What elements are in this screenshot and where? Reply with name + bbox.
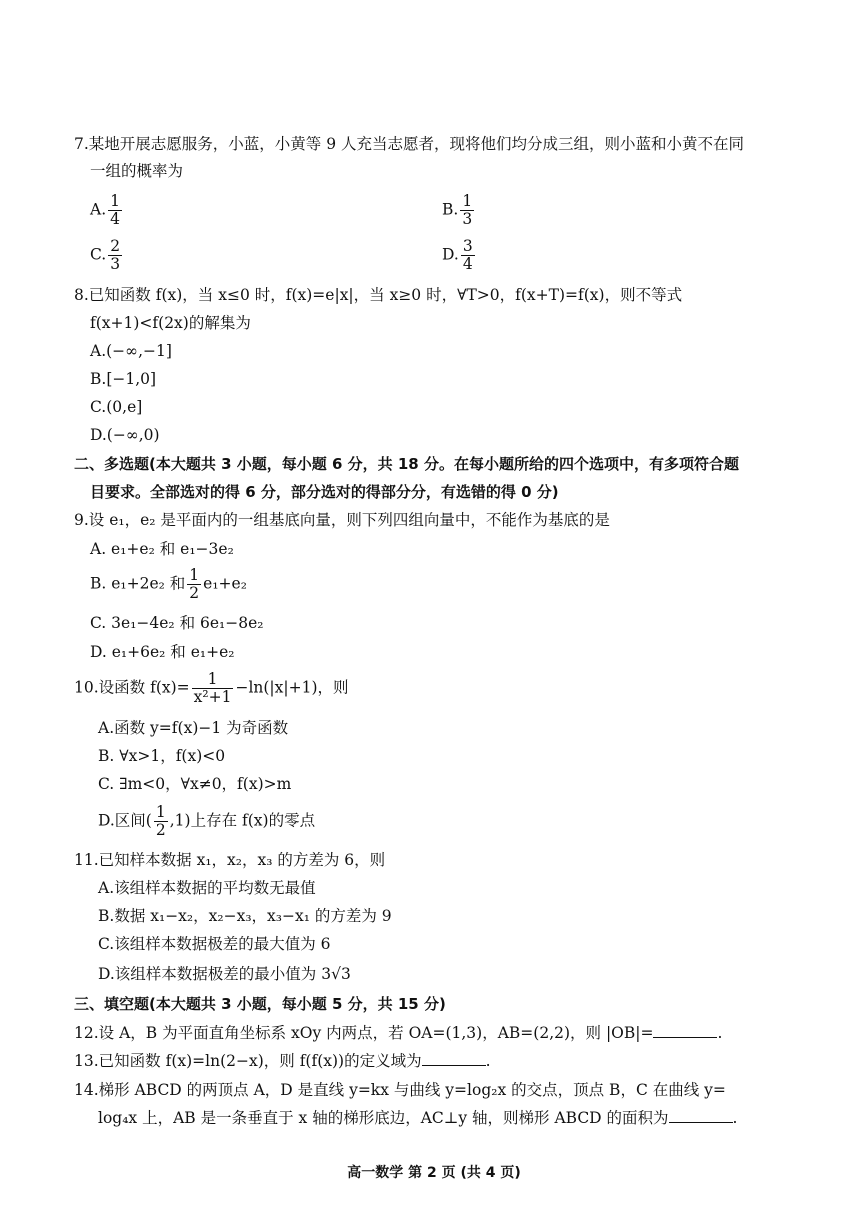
q11-option-b: B.数据 x₁−x₂，x₂−x₃，x₃−x₁ 的方差为 9 [98, 907, 392, 925]
q12-answer-blank[interactable] [653, 1023, 717, 1038]
section-3-heading: 三、填空题(本大题共 3 小题，每小题 5 分，共 15 分) [74, 995, 446, 1013]
q14-stem-line1: 14.梯形 ABCD 的两顶点 A，D 是直线 y=kx 与曲线 y=log₂x 的交点，顶点 B，C 在曲线 y= [74, 1081, 726, 1099]
page-footer: 高一数学 第 2 页 (共 4 页) [347, 1165, 521, 1181]
q9-stem: 9.设 e₁，e₂ 是平面内的一组基底向量，则下列四组向量中，不能作为基底的是 [74, 511, 610, 529]
q10-option-a: A.函数 y=f(x)−1 为奇函数 [98, 719, 289, 737]
q7-stem-line1: 7.某地开展志愿服务，小蓝，小黄等 9 人充当志愿者，现将他们均分成三组，则小蓝和小黄不在同 [74, 135, 745, 153]
q8-option-d: D.(−∞,0) [90, 426, 160, 444]
q13-stem: 13.已知函数 f(x)=ln(2−x)，则 f(f(x))的定义域为 . [74, 1052, 491, 1070]
q12-stem: 12.设 A，B 为平面直角坐标系 xOy 内两点，若 OA=(1,3)，AB=(2,2)，则 |OB|= . [74, 1024, 723, 1042]
q7-option-b: B. $\frac{1}{3}$ [442, 192, 473, 228]
q14-stem-line2: log₄x 上，AB 是一条垂直于 x 轴的梯形底边，AC⊥y 轴，则梯形 ABCD 的面积为 . [98, 1109, 738, 1127]
q9-option-b: B. e₁+2e₂ 和 $\frac{1}{2}$ e₁+e₂ [90, 566, 247, 602]
q14-answer-blank[interactable] [669, 1108, 733, 1123]
q9-option-c: C. 3e₁−4e₂ 和 6e₁−8e₂ [90, 614, 264, 632]
q10-stem: 10.设函数 f(x)= $\frac{1}{\text{x²+1}}$ −ln(|x|+1)，则 [74, 670, 349, 706]
q9-option-d: D. e₁+6e₂ 和 e₁+e₂ [90, 643, 235, 661]
q8-stem-line1: 8.已知函数 f(x)，当 x≤0 时，f(x)=e|x|，当 x≥0 时，∀T>0，f(x+T)=f(x)，则不等式 [74, 286, 683, 304]
section-2-heading-line1: 二、多选题(本大题共 3 小题，每小题 6 分，共 18 分。在每小题所给的四个选项中，有多项符合题 [74, 455, 739, 473]
q13-answer-blank[interactable] [422, 1051, 486, 1066]
q10-option-c: C. ∃m<0，∀x≠0，f(x)>m [98, 775, 292, 793]
q10-option-d: D.区间( $\frac{1}{2}$ ,1)上存在 f(x)的零点 [98, 803, 316, 839]
q11-stem: 11.已知样本数据 x₁，x₂，x₃ 的方差为 6，则 [74, 851, 386, 869]
q8-option-a: A.(−∞,−1] [90, 342, 172, 360]
q11-option-c: C.该组样本数据极差的最大值为 6 [98, 935, 331, 953]
q8-option-b: B.[−1,0] [90, 370, 157, 388]
q10-option-b: B. ∀x>1，f(x)<0 [98, 747, 226, 765]
q8-stem-line2: f(x+1)<f(2x)的解集为 [90, 314, 251, 332]
q8-option-c: C.(0,e] [90, 398, 143, 416]
q7-stem-line2: 一组的概率为 [90, 162, 184, 180]
section-2-heading-line2: 目要求。全部选对的得 6 分，部分选对的得部分分，有选错的得 0 分) [90, 483, 559, 501]
q9-option-a: A. e₁+e₂ 和 e₁−3e₂ [90, 540, 234, 558]
q7-option-c: C. $\frac{2}{3}$ [90, 237, 121, 273]
q7-option-a: A. $\frac{1}{4}$ [90, 192, 120, 228]
q11-option-a: A.该组样本数据的平均数无最值 [98, 879, 316, 897]
q7-option-d: D. $\frac{3}{4}$ [442, 237, 473, 273]
q11-option-d: D.该组样本数据极差的最小值为 3√3 [98, 965, 351, 983]
